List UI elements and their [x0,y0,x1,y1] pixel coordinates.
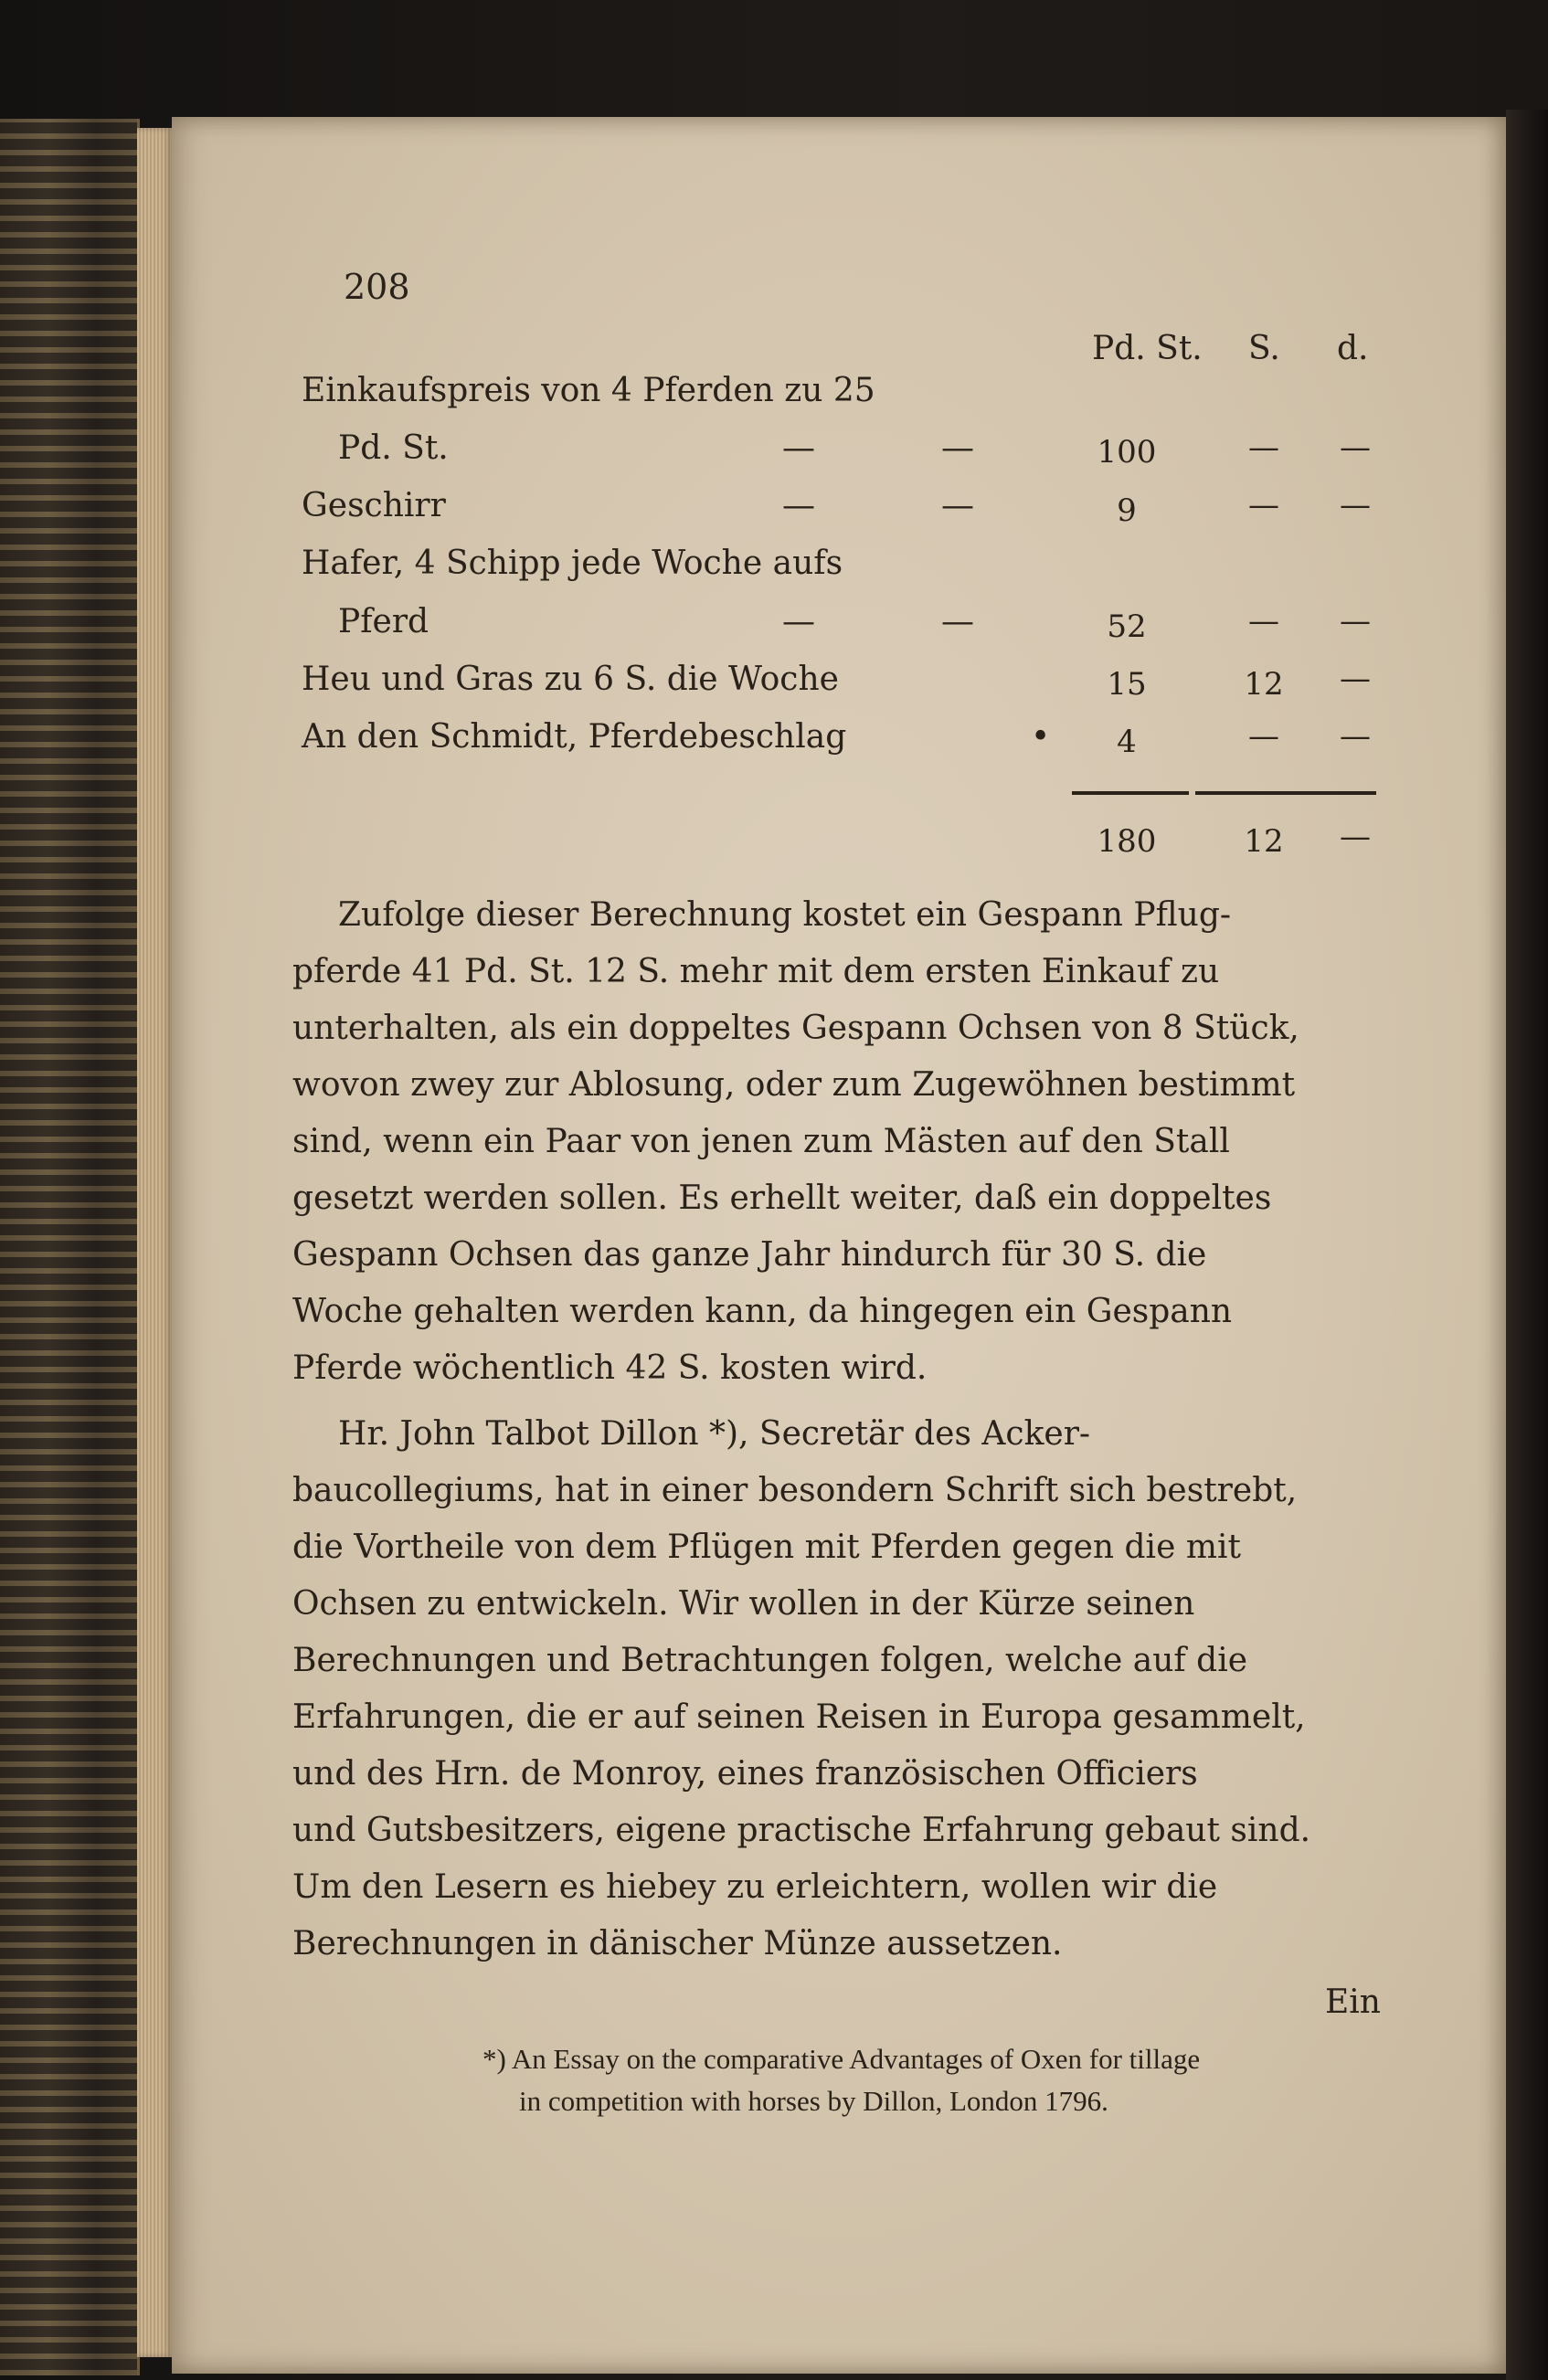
book-cover-edge [0,119,140,2375]
body-line: Um den Lesern es hiebey zu erleichtern, wollen wir die [292,1868,1218,1906]
body-line: die Vortheile von dem Pflügen mit Pferden gegen die mit [292,1528,1241,1566]
row-sep: • [1031,718,1051,756]
body-line: baucollegiums, hat in einer besondern Schrift sich bestrebt, [292,1472,1298,1509]
row-label: Hafer, 4 Schipp jede Woche aufs [302,545,843,582]
cell-pd: 52 [1107,608,1147,645]
cell-s: 12 [1244,666,1284,703]
cell-s: — [1248,487,1279,524]
body-line: pferde 41 Pd. St. 12 S. mehr mit dem ersten Einkauf zu [292,953,1220,990]
sum-rule [1195,791,1376,795]
row-sep: — [782,487,815,524]
header-d: d. [1337,330,1369,367]
row-sep: — [941,603,974,640]
body-line: Hr. John Talbot Dillon *), Secretär des Acker- [338,1415,1091,1453]
row-sep: — [782,603,815,640]
header-pd-st: Pd. St. [1092,330,1203,367]
total-d: — [1340,819,1371,855]
row-label: Heu und Gras zu 6 S. die Woche [302,661,839,698]
row-label: Pferd [338,603,429,640]
page-stack-edge [137,128,174,2357]
cell-d: — [1340,718,1371,755]
footnote-line: in competition with horses by Dillon, London 1796. [519,2085,1108,2117]
body-line: sind, wenn ein Paar von jenen zum Mästen auf den Stall [292,1123,1230,1160]
cell-s: — [1248,603,1279,640]
catchword: Ein [1325,1983,1381,2021]
row-label: An den Schmidt, Pferdebeschlag [302,718,847,756]
body-line: gesetzt werden sollen. Es erhellt weiter, daß ein doppeltes [292,1179,1272,1217]
page-number: 208 [344,267,410,307]
body-line: Zufolge dieser Berechnung kostet ein Gespann Pflug- [338,896,1232,934]
total-pd: 180 [1097,823,1157,860]
body-line: wovon zwey zur Ablosung, oder zum Zugewöhnen bestimmt [292,1066,1296,1104]
cell-pd: 15 [1107,666,1147,703]
cell-d: — [1340,429,1371,466]
cell-pd: 4 [1117,724,1137,760]
cell-pd: 9 [1117,492,1137,529]
cell-s: — [1248,718,1279,755]
body-line: und Gutsbesitzers, eigene practische Erfahrung gebaut sind. [292,1812,1311,1849]
footnote-line: *) An Essay on the comparative Advantages of Oxen for tillage [482,2043,1201,2075]
book-page [172,117,1506,2374]
body-line: Gespann Ochsen das ganze Jahr hindurch für 30 S. die [292,1236,1207,1274]
row-sep: — [941,487,974,524]
body-line: Berechnungen in dänischer Münze aussetzen. [292,1925,1063,1962]
row-label: Einkaufspreis von 4 Pferden zu 25 [302,372,875,409]
body-line: Berechnungen und Betrachtungen folgen, welche auf die [292,1642,1248,1679]
sum-rule [1072,791,1189,795]
body-line: unterhalten, als ein doppeltes Gespann Ochsen von 8 Stück, [292,1010,1299,1047]
total-s: 12 [1244,823,1284,860]
body-line: Pferde wöchentlich 42 S. kosten wird. [292,1349,928,1387]
body-line: Woche gehalten werden kann, da hingegen ein Gespann [292,1293,1233,1330]
cell-d: — [1340,603,1371,640]
header-s: S. [1248,330,1280,367]
body-line: und des Hrn. de Monroy, eines französischen Officiers [292,1755,1198,1793]
row-label: Geschirr [302,487,446,524]
body-line: Ochsen zu entwickeln. Wir wollen in der Kürze seinen [292,1585,1195,1623]
row-label: Pd. St. [338,429,449,467]
cell-d: — [1340,487,1371,524]
row-sep: — [782,429,815,467]
right-shadow [1506,110,1548,2380]
body-line: Erfahrungen, die er auf seinen Reisen in Europa gesammelt, [292,1698,1306,1736]
cell-pd: 100 [1097,434,1157,471]
row-sep: — [941,429,974,467]
cell-s: — [1248,429,1279,466]
cell-d: — [1340,661,1371,697]
